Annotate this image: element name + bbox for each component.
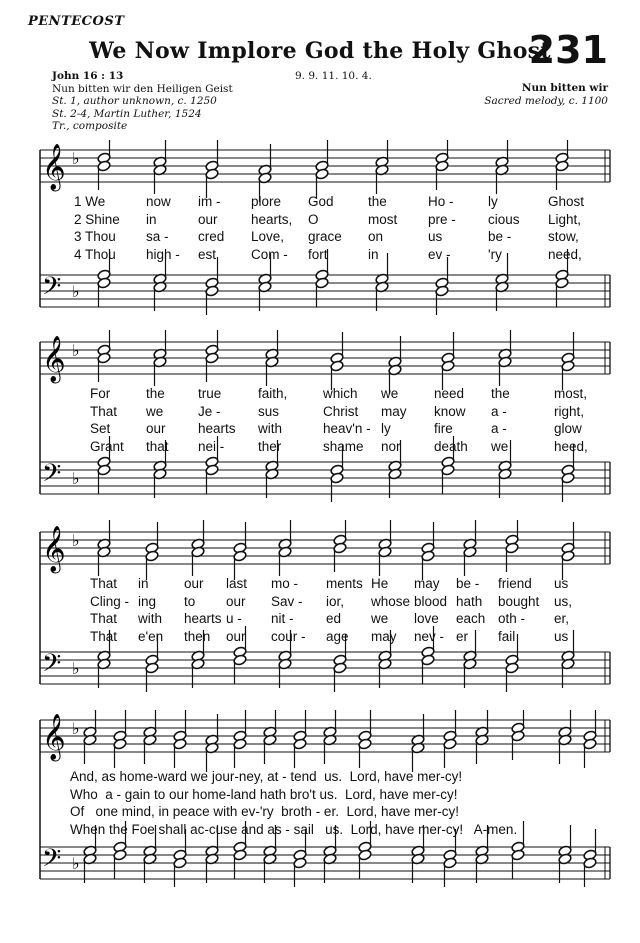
author-stanza-1: St. 1, author unknown, c. 1250	[52, 95, 217, 107]
lyric-syllable: im -	[198, 194, 221, 209]
lyric-syllable: nor	[381, 438, 401, 454]
lyric-syllable: high -	[146, 246, 180, 262]
lyric-syllable: now	[146, 194, 171, 209]
lyric-syllable: we	[371, 611, 389, 626]
flat-key-signature-icon: ♭	[72, 149, 80, 168]
lyric-syllable: blood	[414, 593, 448, 609]
note-chord	[205, 714, 219, 772]
lyric-syllable: may	[371, 628, 397, 644]
lyric-syllable: Je -	[198, 403, 221, 419]
note-chord	[191, 520, 205, 576]
note-chord	[293, 710, 307, 768]
note-chord	[143, 710, 157, 764]
lyric-syllable: Christ	[323, 403, 359, 419]
note-chord	[435, 257, 449, 315]
lyric-syllable: Love,	[251, 229, 285, 244]
lyric-syllable: God	[308, 194, 334, 209]
flat-key-signature-icon: ♭	[72, 341, 80, 360]
bass-clef-icon: 𝄢	[42, 649, 62, 684]
lyric-syllable: grace	[308, 229, 342, 244]
lyric-syllable: which	[323, 386, 358, 401]
translator: Tr., composite	[52, 120, 128, 132]
note-chord	[561, 332, 575, 390]
lyric-syllable: 4 Thou	[74, 246, 116, 262]
note-chord	[113, 710, 127, 768]
bass-clef-icon: 𝄢	[42, 272, 62, 307]
lyric-syllable: in	[138, 576, 149, 591]
lyric-syllable: sa -	[146, 229, 169, 244]
note-chord	[421, 522, 435, 580]
lyric-syllable: our	[198, 211, 218, 227]
lyric-syllable: That	[90, 403, 118, 419]
meter: 9. 9. 11. 10. 4.	[295, 70, 372, 82]
section-heading: PENTECOST	[28, 14, 125, 29]
lyric-syllable: know	[434, 403, 466, 419]
note-chord	[278, 520, 292, 576]
lyric-line: When the Foe shall ac-cuse and as - sail us. Lord, have mer-cy! A-men.	[70, 821, 518, 837]
note-chord	[358, 710, 372, 768]
note-chord	[233, 710, 247, 768]
lyric-syllable: with	[138, 611, 163, 626]
lyric-syllable: faith,	[258, 386, 288, 401]
flat-key-signature-icon: ♭	[72, 282, 80, 301]
lyric-syllable: hath	[456, 593, 483, 609]
lyric-syllable: pre -	[428, 211, 456, 227]
lyric-syllable: shame	[323, 438, 364, 454]
lyric-syllable: in	[146, 211, 157, 227]
lyric-syllable: our	[146, 421, 166, 436]
lyric-syllable: heed,	[554, 438, 588, 454]
note-chord	[205, 140, 219, 198]
note-chord	[441, 332, 455, 390]
lyric-syllable: in	[368, 246, 379, 262]
lyric-syllable: ed	[326, 611, 342, 626]
note-chord	[265, 330, 279, 386]
note-chord	[153, 330, 167, 386]
lyric-syllable: last	[226, 576, 248, 591]
lyric-syllable: may	[414, 576, 440, 591]
bass-clef-icon: 𝄢	[42, 459, 62, 494]
treble-clef-icon: 𝄞	[42, 526, 66, 572]
flat-key-signature-icon: ♭	[72, 659, 80, 678]
lyric-syllable: est	[198, 246, 217, 262]
flat-key-signature-icon: ♭	[72, 719, 80, 738]
lyric-syllable: Light,	[548, 211, 582, 227]
note-chord	[233, 522, 247, 580]
note-chord	[97, 520, 111, 576]
lyric-syllable: love	[414, 611, 439, 626]
lyric-syllable: to	[184, 593, 196, 609]
note-chord	[558, 710, 572, 764]
tune-name: Nun bitten wir	[521, 82, 608, 94]
note-chord	[583, 710, 597, 768]
note-chord	[463, 520, 477, 576]
lyric-syllable: 'ry	[488, 246, 502, 262]
lyric-syllable: then	[184, 628, 211, 644]
lyrics-system-4	[0, 768, 640, 856]
treble-clef-icon: 𝄞	[42, 714, 66, 760]
lyric-syllable: stow,	[548, 229, 579, 244]
lyric-syllable: we	[146, 403, 164, 419]
hymn-title: We Now Implore God the Holy Ghost	[89, 38, 551, 64]
lyric-syllable: the	[368, 194, 387, 209]
scripture-ref: John 16 : 13	[52, 70, 124, 82]
lyric-syllable: death	[434, 438, 468, 454]
lyric-syllable: Set	[90, 421, 111, 436]
lyric-syllable: the	[146, 386, 165, 401]
lyric-line: And, as home-ward we jour-ney, at - tend us. Lord, have mer-cy!	[70, 769, 463, 784]
lyric-syllable: a -	[491, 421, 507, 436]
lyric-syllable: most	[368, 211, 398, 227]
lyric-syllable: us	[428, 229, 443, 244]
lyric-syllable: may	[381, 403, 407, 419]
note-chord	[495, 140, 509, 194]
author-stanzas-2-4: St. 2-4, Martin Luther, 1524	[52, 107, 202, 120]
note-chord	[173, 710, 187, 768]
lyric-syllable: on	[368, 229, 384, 244]
lyric-syllable: cour -	[271, 628, 306, 644]
treble-staff	[40, 526, 610, 574]
note-chord	[475, 710, 489, 764]
lyric-line: Who a - gain to our home-land hath bro't us. Lord, have mer-cy!	[70, 786, 458, 802]
lyric-syllable: heav'n -	[323, 421, 371, 436]
lyric-syllable: ments	[326, 576, 363, 591]
lyric-syllable: we	[491, 438, 509, 454]
bass-staff	[40, 649, 610, 684]
lyric-syllable: He	[371, 576, 389, 591]
note-chord	[378, 520, 392, 576]
lyric-syllable: That	[90, 576, 118, 591]
note-chord	[153, 140, 167, 194]
lyric-syllable: be -	[456, 576, 480, 591]
flat-key-signature-icon: ♭	[72, 469, 80, 488]
lyric-syllable: mo -	[271, 576, 298, 591]
lyric-syllable: u -	[226, 611, 242, 626]
lyric-syllable: friend	[498, 576, 532, 591]
lyric-syllable: whose	[371, 593, 411, 609]
flat-key-signature-icon: ♭	[72, 854, 80, 873]
lyric-syllable: bought	[498, 593, 540, 609]
lyric-syllable: For	[90, 386, 111, 401]
bass-staff	[40, 459, 610, 494]
lyric-syllable: ev -	[428, 246, 451, 262]
lyric-syllable: Com -	[251, 246, 288, 262]
lyric-syllable: hearts	[184, 611, 222, 626]
lyric-syllable: our	[226, 628, 246, 644]
lyric-syllable: ior,	[326, 593, 345, 609]
hymn-number: 231	[528, 28, 608, 72]
lyric-syllable: 3 Thou	[74, 229, 116, 244]
lyric-syllable: most,	[554, 386, 588, 401]
lyric-syllable: be -	[488, 229, 512, 244]
german-title: Nun bitten wir den Heiligen Geist	[52, 82, 233, 95]
tune-attribution	[484, 82, 608, 107]
lyric-syllable: ly	[381, 421, 391, 436]
lyric-syllable: ly	[488, 194, 498, 209]
lyric-syllable: us	[554, 628, 569, 644]
note-chord	[263, 710, 277, 764]
lyric-syllable: us,	[554, 593, 573, 609]
lyric-syllable: right,	[554, 403, 585, 419]
lyric-syllable: Sav -	[271, 593, 303, 609]
tune-source: Sacred melody, c. 1100	[484, 94, 608, 107]
note-chord	[498, 330, 512, 386]
lyric-syllable: hearts,	[251, 211, 293, 227]
lyric-syllable: need	[434, 386, 465, 401]
treble-staff	[40, 336, 610, 384]
lyric-syllable: a -	[491, 403, 507, 419]
lyric-syllable: oth -	[498, 611, 526, 626]
lyric-syllable: fail	[498, 628, 516, 644]
lyric-syllable: us	[554, 576, 569, 591]
lyric-syllable: hearts	[198, 421, 236, 436]
note-chord	[443, 710, 457, 768]
lyric-syllable: e'en	[138, 628, 164, 644]
lyric-syllable: That	[90, 628, 118, 644]
note-chord	[145, 522, 159, 580]
lyric-syllable: our	[226, 593, 246, 609]
lyric-syllable: each	[456, 611, 486, 626]
lyric-syllable: ther	[258, 438, 282, 454]
note-chord	[83, 710, 97, 764]
lyric-syllable: fire	[434, 421, 453, 436]
bass-clef-icon: 𝄢	[42, 844, 62, 879]
lyric-syllable: ing	[138, 593, 157, 609]
lyric-syllable: that	[146, 438, 169, 454]
note-chord	[323, 710, 337, 764]
note-chord	[411, 714, 425, 772]
lyric-syllable: fort	[308, 246, 328, 262]
lyric-syllable: O	[308, 211, 319, 227]
lyric-syllable: 1 We	[74, 194, 106, 209]
note-chord	[375, 140, 389, 194]
lyric-syllable: our	[184, 576, 204, 591]
note-chord	[205, 257, 219, 315]
lyric-syllable: nev -	[414, 628, 445, 644]
lyric-syllable: nei -	[198, 438, 225, 454]
lyric-syllable: cious	[488, 211, 520, 227]
lyric-syllable: er	[456, 628, 469, 644]
lyric-syllable: we	[381, 386, 399, 401]
lyric-syllable: age	[326, 628, 349, 644]
lyric-syllable: Cling -	[90, 593, 130, 609]
treble-clef-icon: 𝄞	[42, 336, 66, 382]
flat-key-signature-icon: ♭	[72, 531, 80, 550]
lyric-syllable: 2 Shine	[74, 211, 120, 227]
lyric-syllable: Ho -	[428, 194, 454, 209]
note-chord	[315, 140, 329, 198]
lyric-syllable: Ghost	[548, 194, 585, 209]
lyric-syllable: true	[198, 386, 222, 401]
lyric-syllable: the	[491, 386, 510, 401]
lyric-syllable: That	[90, 611, 118, 626]
lyric-syllable: cred	[198, 229, 225, 244]
lyric-syllable: sus	[258, 403, 280, 419]
note-chord	[561, 522, 575, 580]
treble-clef-icon: 𝄞	[42, 144, 66, 190]
lyric-syllable: with	[258, 421, 283, 436]
lyric-syllable: Grant	[90, 438, 124, 454]
lyric-syllable: er,	[554, 611, 570, 626]
lyric-syllable: need,	[548, 246, 582, 262]
lyric-line: Of one mind, in peace with ev-'ry broth - er. Lord, have mer-cy!	[70, 804, 459, 819]
lyric-syllable: nit -	[271, 611, 294, 626]
text-attribution	[52, 70, 233, 133]
lyric-syllable: glow	[554, 421, 582, 436]
lyric-syllable: plore	[251, 194, 282, 209]
note-chord	[330, 332, 344, 390]
